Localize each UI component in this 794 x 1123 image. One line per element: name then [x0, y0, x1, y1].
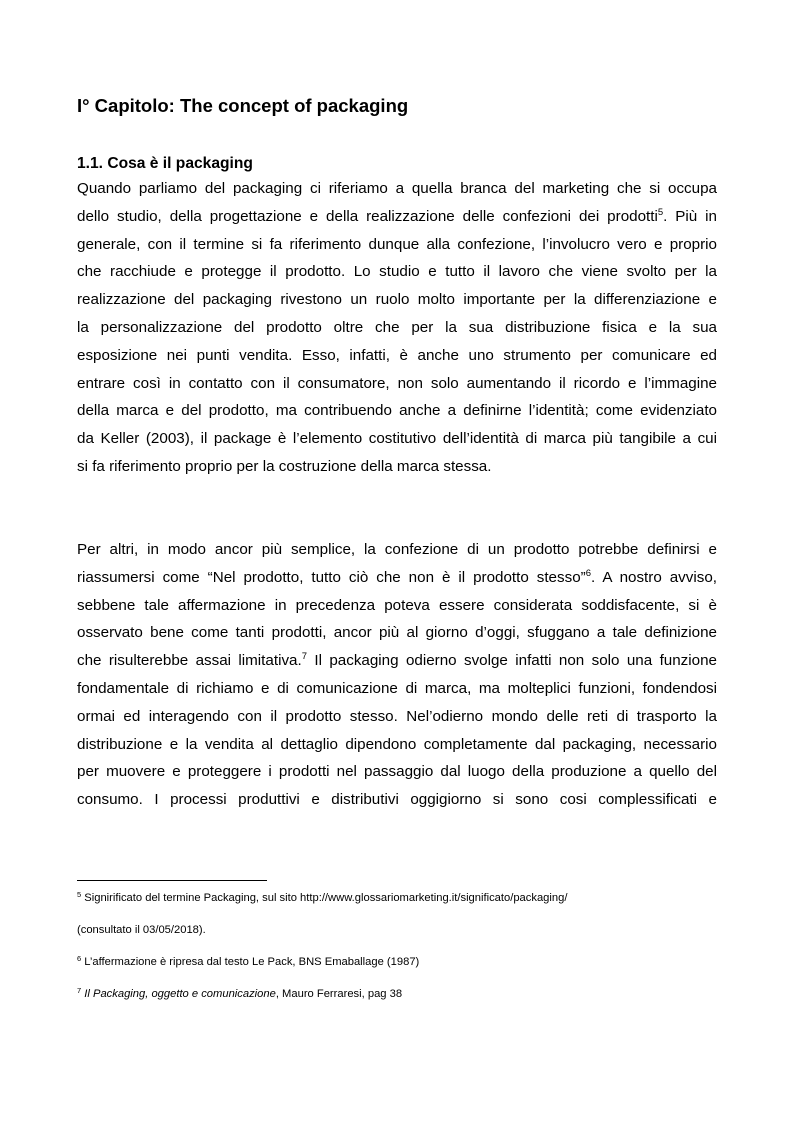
footnote-ref-5: 5 [657, 206, 664, 218]
footnote-text: Signirificato del termine Packaging, sul sito http://www.glossariomarketing.it/significato/packaging/ [84, 892, 568, 904]
text-line: esposizione nei punti vendita. Esso, infatti, è anche uno strumento per comunicare ed [77, 346, 717, 364]
text-line: realizzazione del packaging rivestono un ruolo molto importante per la differenziazione e [77, 291, 717, 309]
footnote-5 [77, 890, 567, 906]
text-line: ormai ed interagendo con il prodotto stesso. Nel’odierno mondo delle reti di trasporto la [77, 707, 717, 725]
text-line: generale, con il termine si fa riferimento dunque alla confezione, l’involucro vero e proprio [77, 235, 717, 253]
text-line-with-ref [77, 564, 717, 592]
footnote-7 [77, 986, 402, 1002]
text-fragment: . Più in [663, 207, 717, 225]
text-fragment: che risulterebbe assai limitativa. [77, 652, 302, 670]
section-heading: 1.1. Cosa è il packaging [77, 155, 253, 172]
text-line: che racchiude e protegge il prodotto. Lo studio e tutto il lavoro che viene svolto per la [77, 263, 717, 281]
text-line: distribuzione e la vendita al dettaglio dipendono completamente dal packaging, necessario [77, 735, 717, 753]
text-line: consumo. I processi produttivi e distributivi oggigiorno si sono cosi complessificati e [77, 791, 717, 809]
footnote-mark: 6 [77, 954, 82, 963]
text-line: la personalizzazione del prodotto oltre che per la sua distribuzione fisica e la sua [77, 318, 717, 336]
text-line: della marca e del prodotto, ma contribuendo anche a definirne l’identità; come evidenziato [77, 402, 717, 420]
footnote-ref-6: 6 [585, 567, 591, 579]
text-line: entrare così in contatto con il consumatore, non solo aumentando il ricordo e l’immagine [77, 374, 717, 392]
paragraph-1 [77, 175, 717, 481]
footnote-separator [77, 880, 267, 881]
text-line-with-ref [77, 203, 717, 231]
chapter-title: I° Capitolo: The concept of packaging [77, 95, 409, 116]
text-line: Quando parliamo del packaging ci riferiamo a quella branca del marketing che si occupa [77, 180, 717, 197]
text-line: per muovere e proteggere i prodotti nel passaggio dal luogo della produzione a quello del [77, 763, 717, 781]
text-fragment: . A nostro avviso, [591, 568, 717, 586]
footnote-6 [77, 954, 419, 970]
footnote-book-title: Il Packaging, oggetto e comunicazione [84, 988, 276, 1000]
text-fragment: riassumersi come “Nel prodotto, tutto ciò che non è il prodotto stesso” [77, 568, 586, 586]
footnote-text: L’affermazione è ripresa dal testo Le Pack, BNS Emaballage (1987) [84, 956, 420, 968]
footnote-text: , Mauro Ferraresi, pag 38 [275, 988, 403, 1000]
footnote-mark: 5 [77, 890, 82, 899]
text-fragment: Il packaging odierno svolge infatti non solo una funzione [307, 652, 717, 670]
text-fragment: dello studio, della progettazione e della realizzazione delle confezioni dei prodotti [77, 207, 658, 225]
text-line: da Keller (2003), il package è l’elemento costitutivo dell’identità di marca più tangibile a cui [77, 430, 717, 448]
footnote-5-continuation: (consultato il 03/05/2018). [77, 924, 206, 936]
text-line: sebbene tale affermazione in precedenza poteva essere considerata soddisfacente, si è [77, 596, 717, 614]
text-line: Per altri, in modo ancor più semplice, la confezione di un prodotto potrebbe definirsi e [77, 541, 717, 558]
text-line-with-ref [77, 647, 717, 675]
footnote-mark: 7 [77, 986, 82, 995]
text-line: fondamentale di richiamo e di comunicazione di marca, ma molteplici funzioni, fondendosi [77, 679, 717, 697]
footnote-ref-7: 7 [301, 651, 307, 663]
text-line: osservato bene come tanti prodotti, ancor più al giorno d’oggi, sfuggano a tale definizione [77, 624, 717, 642]
paragraph-2 [77, 536, 717, 814]
text-line: si fa riferimento proprio per la costruzione della marca stessa. [77, 457, 492, 475]
